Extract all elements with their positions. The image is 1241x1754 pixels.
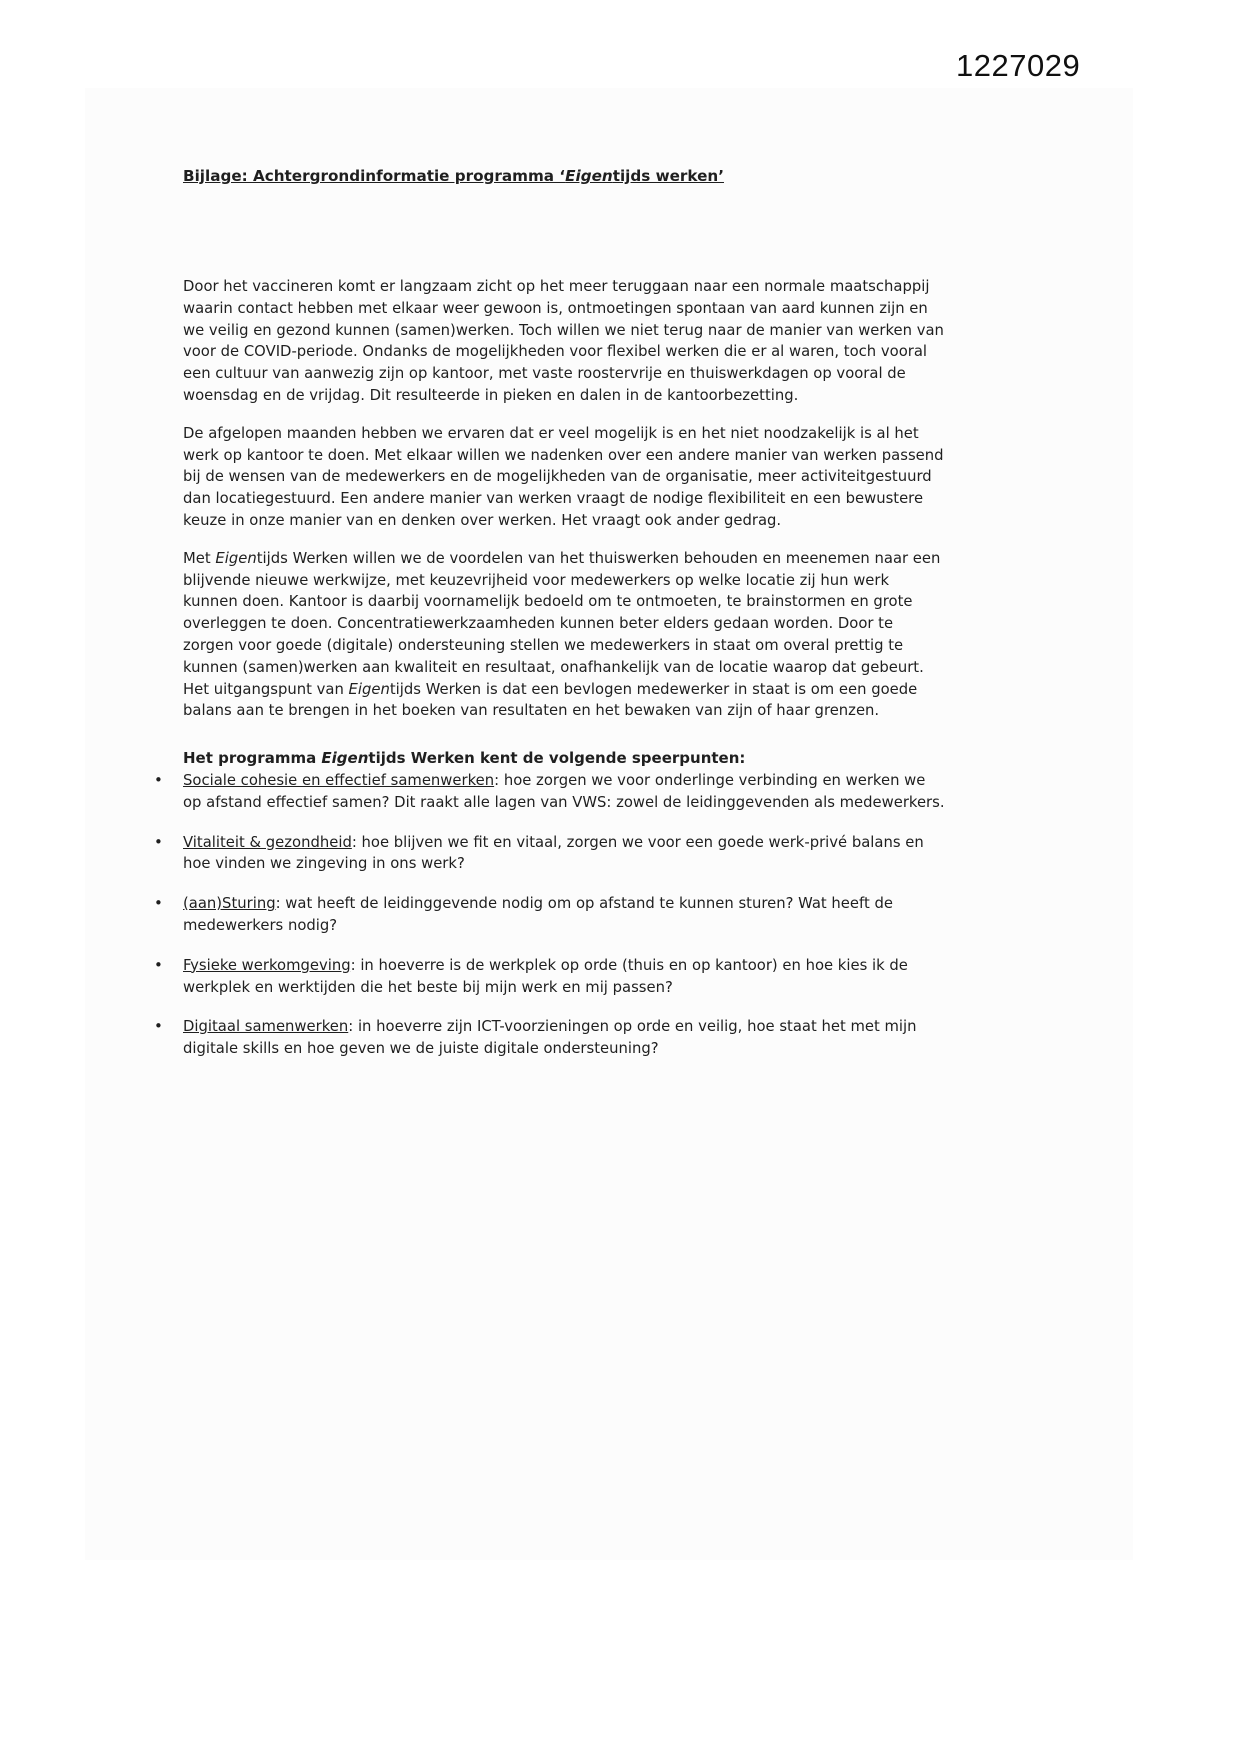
bullet-item [183, 893, 945, 937]
bullet-lead: Fysieke werkomgeving [183, 956, 351, 974]
bullet-text: : in hoeverre zijn ICT-voorzieningen op orde en veilig, hoe staat het met mijn digitale skills en hoe geven we de juiste digitale ondersteuning? [183, 1018, 917, 1058]
bullet-item [183, 832, 945, 876]
bullet-item [183, 955, 945, 999]
bullet-marker-icon [154, 770, 163, 792]
document-number: 1227029 [956, 48, 1081, 83]
bullet-marker-icon [154, 955, 163, 977]
bullet-list [183, 770, 945, 1060]
document-content [183, 166, 945, 1078]
paragraph: Met Eigentijds Werken willen we de voordelen van het thuiswerken behouden en meenemen naar een blijvende nieuwe werkwijze, met keuzevrijheid voor medewerkers op welke locatie zij hun werk kunnen doen. Kantoor is daarbij voornamelijk bedoeld om te ontmoeten, te brainstormen en grote overleggen te doen. Concentratiewerkzaamheden kunnen beter elders gedaan worden. Door te zorgen voor goede (digitale) ondersteuning stellen we medewerkers in staat om overal prettig te kunnen (samen)werken aan kwaliteit en resultaat, onafhankelijk van de locatie waarop dat gebeurt. Het uitgangspunt van Eigentijds Werken is dat een bevlogen medewerker in staat is om een goede balans aan te brengen in het boeken van resultaten en het bewaken van zijn of haar grenzen. [183, 549, 941, 720]
section-heading: Het programma Eigentijds Werken kent de volgende speerpunten: [183, 749, 746, 768]
bullet-lead: Digitaal samenwerken [183, 1018, 349, 1036]
document-title: Bijlage: Achtergrondinformatie programma ‘Eigentijds werken’ [183, 167, 724, 185]
bullet-marker-icon [154, 832, 163, 854]
bullet-lead: Sociale cohesie en effectief samenwerken [183, 771, 495, 789]
paragraph: Door het vaccineren komt er langzaam zicht op het meer teruggaan naar een normale maatschappij waarin contact hebben met elkaar weer gewoon is, ontmoetingen spontaan van aard kunnen zijn en we veilig en gezond kunnen (samen)werken. Toch willen we niet terug naar de manier van werken van voor de COVID-periode. Ondanks de mogelijkheden voor flexibel werken die er al waren, toch vooral een cultuur van aanwezig zijn op kantoor, met vaste roostervrije en thuiswerkdagen op vooral de woensdag en de vrijdag. Dit resulteerde in pieken en dalen in de kantoorbezetting. [183, 278, 944, 404]
bullet-marker-icon [154, 893, 163, 915]
body-paragraphs [183, 276, 945, 722]
bullet-text: : wat heeft de leidinggevende nodig om op afstand te kunnen sturen? Wat heeft de medewerkers nodig? [183, 895, 893, 934]
paragraph: De afgelopen maanden hebben we ervaren dat er veel mogelijk is en het niet noodzakelijk is al het werk op kantoor te doen. Met elkaar willen we nadenken over een andere manier van werken passend bij de wensen van de medewerkers en de mogelijkheden van de organisatie, meer activiteitgestuurd dan locatiegestuurd. Een andere manier van werken vraagt de nodige flexibiliteit en een bewustere keuze in onze manier van en denken over werken. Het vraagt ook ander gedrag. [183, 424, 944, 529]
bullet-item [183, 770, 945, 814]
bullet-lead: Vitaliteit & gezondheid [183, 833, 352, 851]
bullet-text: : in hoeverre is de werkplek op orde (thuis en op kantoor) en hoe kies ik de werkplek en werktijden die het beste bij mijn werk en mij passen? [183, 956, 908, 996]
bullet-lead: (aan)Sturing [183, 895, 276, 913]
bullet-text: : hoe blijven we fit en vitaal, zorgen we voor een goede werk-privé balans en hoe vinden we zingeving in ons werk? [183, 833, 924, 873]
bullet-marker-icon [154, 1016, 163, 1038]
bullet-item [183, 1016, 945, 1060]
bullet-text: : hoe zorgen we voor onderlinge verbinding en werken we op afstand effectief samen? Dit raakt alle lagen van VWS: zowel de leidinggevenden als medewerkers. [183, 771, 945, 811]
